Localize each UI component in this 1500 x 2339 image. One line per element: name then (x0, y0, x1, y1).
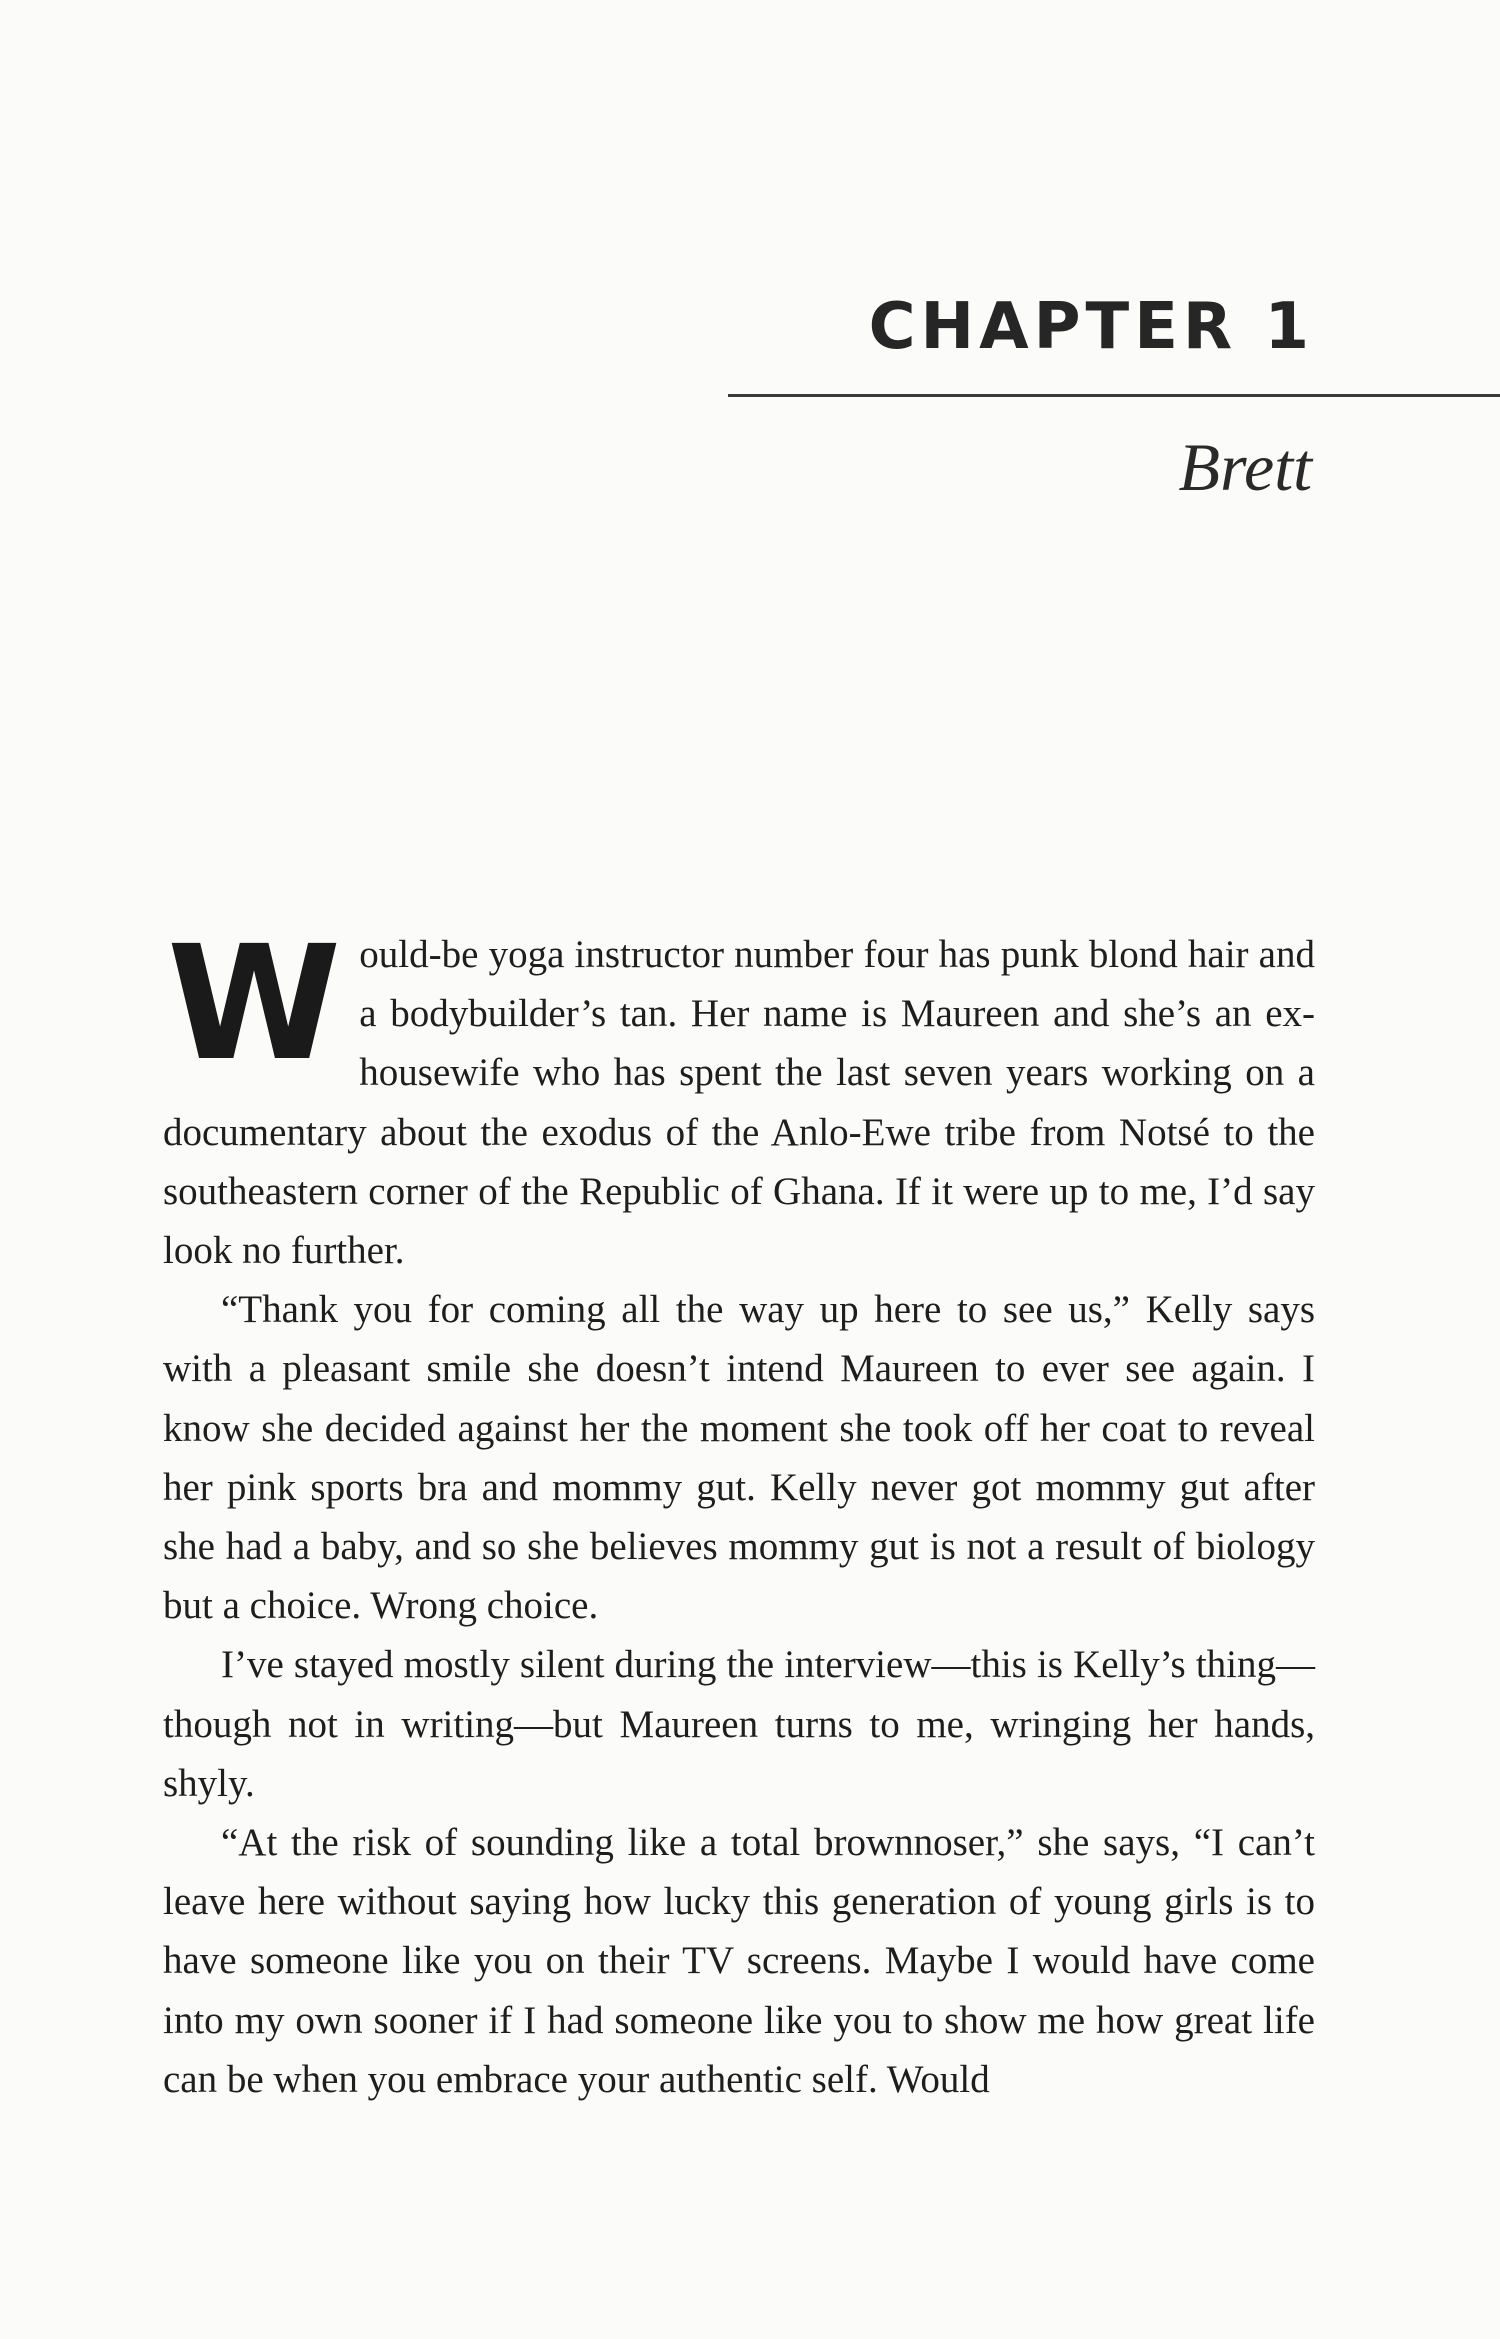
chapter-heading: CHAPTER 1 (868, 290, 1314, 364)
paragraph-1 (163, 912, 1315, 1280)
chapter-subtitle: Brett (1178, 429, 1312, 505)
chapter-body (163, 912, 1315, 2109)
drop-cap: W (167, 912, 342, 1096)
paragraph-1-text: ould-be yoga instructor number four has punk blond hair and a bodybuilder’s tan. Her name is Maureen and she’s an ex-housewife who has spent the last seven years working on a documentary about the exodus of the Anlo-Ewe tribe from Notsé to the southeastern corner of the Republic of Ghana. If it were up to me, I’d say look no further. (163, 933, 1315, 1273)
paragraph-3: I’ve stayed mostly silent during the interview—this is Kelly’s thing—though not in writing—but Maureen turns to me, wringing her hands, shyly. (163, 1643, 1315, 1805)
chapter-divider (728, 394, 1500, 397)
paragraph-4: “At the risk of sounding like a total brownnoser,” she says, “I can’t leave here without saying how lucky this generation of young girls is to have someone like you on their TV screens. Maybe I would have come into my own sooner if I had someone like you to show me how great life can be when you embrace your authentic self. Would (163, 1821, 1315, 2101)
paragraph-2: “Thank you for coming all the way up here to see us,” Kelly says with a pleasant smile she doesn’t intend Maureen to ever see again. I know she decided against her the moment she took off her coat to reveal her pink sports bra and mommy gut. Kelly never got mommy gut after she had a baby, and so she believes mommy gut is not a result of biology but a choice. Wrong choice. (163, 1288, 1315, 1628)
